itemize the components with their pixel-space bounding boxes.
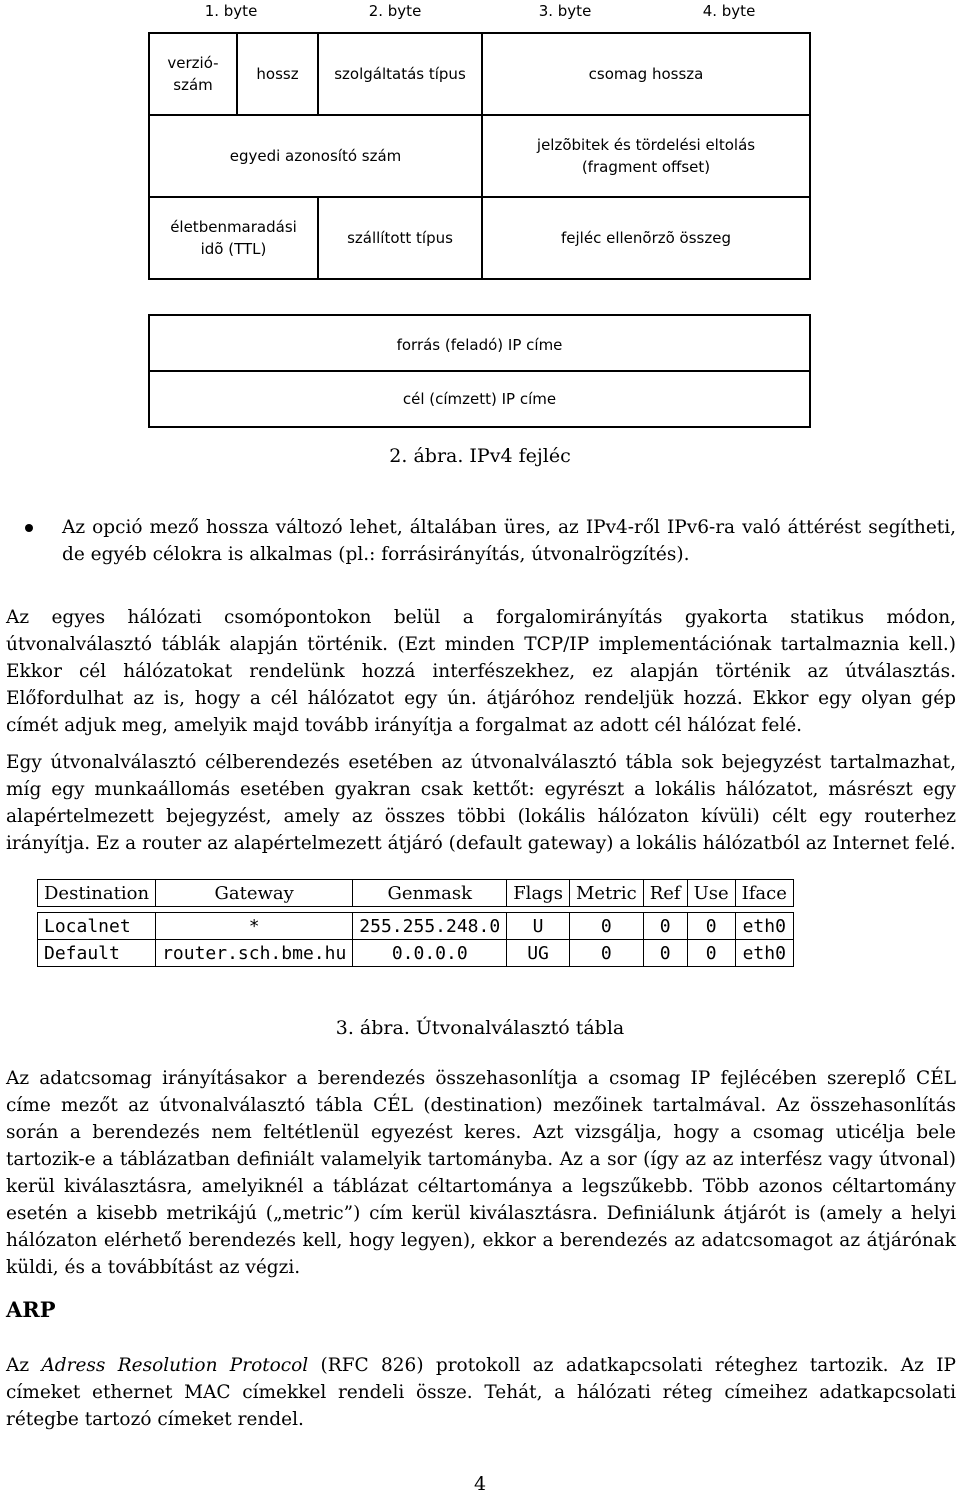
cell-destination: Localnet <box>38 913 156 940</box>
packet-length-field: csomag hossza <box>588 65 704 83</box>
service-type-field: szolgáltatás típus <box>334 65 466 83</box>
cell-metric: 0 <box>569 913 643 940</box>
cell-ref: 0 <box>643 913 687 940</box>
cell-use: 0 <box>687 913 735 940</box>
ipv4-row-1 <box>148 32 811 116</box>
cell-ref: 0 <box>643 940 687 967</box>
col-genmask: Genmask <box>353 880 507 907</box>
cell-genmask: 255.255.248.0 <box>353 913 507 940</box>
paragraph-route-selection: Az adatcsomag irányításakor a berendezés összehasonlítja a csomag IP fejlécében szereplő CÉL címe mezőt az útvonalválasztó tábla CÉL (destination) mezőinek tartalmával. Az összehasonlítás során a berendezés nem feltétlenül egyezést keres. Azt vizsgálja, hogy a csomag uticélja bele tartozik-e a táblázatban definiált valamelyik tartományba. Az a sor (így az az interfész vagy útvonal) kerül kiválasztásra, amelyiknél a táblázat céltartománya a legszűkebb. Több azonos céltartomány esetén a kisebb metrikájú („metric”) cím kerül kiválasztásra. Definiálunk átjárót is (amely a helyi hálózaton elérhető berendezés kell, hogy legyen), ekkor a berendezés az adatcsomagot az átjárónak küldi, és a továbbítást az végzi. <box>6 1068 956 1278</box>
cell-metric: 0 <box>569 940 643 967</box>
figure-3-caption: 3. ábra. Útvonalválasztó tábla <box>335 1017 625 1039</box>
header-checksum-field: fejléc ellenõrzõ összeg <box>561 229 731 247</box>
col-use: Use <box>687 880 735 907</box>
col-gateway: Gateway <box>156 880 353 907</box>
cell-flags: U <box>507 913 570 940</box>
table-row <box>38 913 794 940</box>
arp-protocol-name: Adress Resolution Protocol <box>41 1355 309 1376</box>
identification-field: egyedi azonosító szám <box>229 147 402 165</box>
ipv4-row-2 <box>148 114 811 198</box>
header-length-field: hossz <box>256 65 299 83</box>
ttl-field: életbenmaradási idõ (TTL) <box>170 218 297 258</box>
cell-iface: eth0 <box>735 940 793 967</box>
byte-label-3: 3. byte <box>538 2 592 20</box>
col-flags: Flags <box>507 880 570 907</box>
source-ip-field: forrás (feladó) IP címe <box>396 336 563 354</box>
col-iface: Iface <box>735 880 793 907</box>
paragraph-arp <box>6 1352 956 1433</box>
paragraph-default-gateway: Egy útvonalválasztó célberendezés esetében az útvonalválasztó tábla sok bejegyzést tartalmazhat, míg egy munkaállomás esetében gyakran csak kettőt: egyrészt a lokális hálózatot, másrészt egy alapértelmezett bejegyzést, amely az összes többi (lokális hálózaton kívüli) célt egy routerhez irányítja. Ez a router az alapértelmezett átjáró (default gateway) a lokális hálózatból az Internet felé. <box>6 752 956 854</box>
arp-prefix: Az <box>6 1355 42 1376</box>
cell-iface: eth0 <box>735 913 793 940</box>
version-field: verzió- szám <box>167 54 219 94</box>
byte-label-2: 2. byte <box>368 2 422 20</box>
destination-ip-field: cél (címzett) IP címe <box>402 390 557 408</box>
ipv4-header-diagram <box>148 32 811 408</box>
ipv4-row-4 <box>148 314 811 372</box>
cell-gateway: router.sch.bme.hu <box>156 940 353 967</box>
cell-destination: Default <box>38 940 156 967</box>
cell-genmask: 0.0.0.0 <box>353 940 507 967</box>
col-ref: Ref <box>643 880 687 907</box>
section-heading-arp: ARP <box>6 1297 56 1322</box>
byte-label-1: 1. byte <box>204 2 258 20</box>
cell-flags: UG <box>507 940 570 967</box>
cell-gateway: * <box>156 913 353 940</box>
byte-label-4: 4. byte <box>702 2 756 20</box>
ipv4-row-5 <box>148 370 811 428</box>
bullet-icon <box>25 524 33 532</box>
col-metric: Metric <box>569 880 643 907</box>
figure-2-caption: 2. ábra. IPv4 fejléc <box>389 445 571 467</box>
routing-table <box>37 879 794 967</box>
table-row <box>38 940 794 967</box>
bullet-option-field: Az opció mező hossza változó lehet, általában üres, az IPv4-ről IPv6-ra való áttérést segítheti, de egyéb célokra is alkalmas (pl.: forrásirányítás, útvonalrögzítés). <box>62 517 956 565</box>
flags-fragment-offset-field: jelzõbitek és tördelési eltolás (fragment offset) <box>536 136 756 176</box>
ipv4-row-3 <box>148 196 811 280</box>
paragraph-static-routing: Az egyes hálózati csomópontokon belül a forgalomirányítás gyakorta statikus módon, útvonalválasztó táblák alapján történik. (Ezt minden TCP/IP implementációnak tartalmaznia kell.) Ekkor cél hálózatokat rendelünk hozzá interfészekhez, ez alapján történik az útválasztás. Előfordulhat az is, hogy a cél hálózatot egy ún. átjáróhoz rendeljük hozzá. Ekkor egy olyan gép címét adjuk meg, amelyik majd tovább irányítja a forgalmat az adott cél hálózat felé. <box>6 607 956 736</box>
col-destination: Destination <box>38 880 156 907</box>
protocol-field: szállított típus <box>347 229 453 247</box>
arp-suffix: (RFC 826) protokoll az adatkapcsolati réteghez tartozik. Az IP címeket ethernet MAC címekkel rendeli össze. Tehát, a hálózati réteg címeihez adatkapcsolati rétegbe tartozó címeket rendel. <box>6 1355 956 1430</box>
cell-use: 0 <box>687 940 735 967</box>
page-number: 4 <box>473 1473 487 1495</box>
